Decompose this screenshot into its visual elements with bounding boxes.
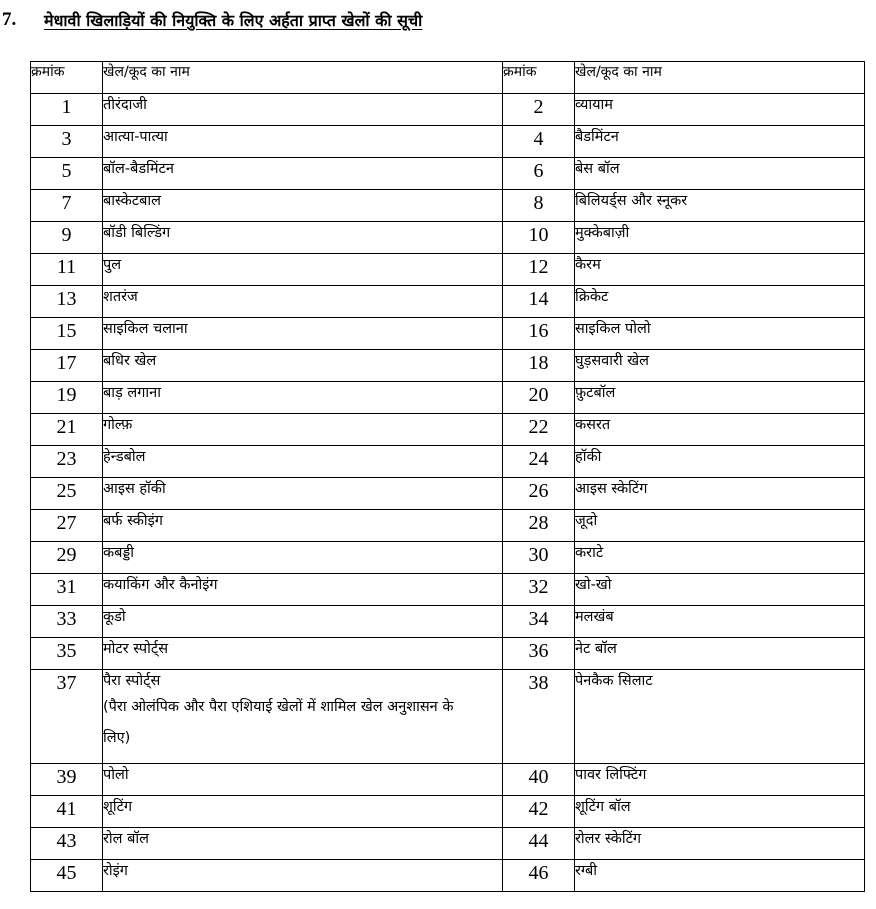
sport-name-cell-text: बैडमिंटन bbox=[575, 129, 619, 145]
serial-number-cell bbox=[503, 350, 575, 382]
serial-number-cell-text: 39 bbox=[56, 766, 77, 788]
serial-number-cell-text: 15 bbox=[56, 320, 77, 342]
header-serial-right: क्रमांक bbox=[503, 62, 575, 94]
serial-number-cell-text: 21 bbox=[56, 416, 77, 438]
serial-number-cell bbox=[31, 94, 103, 126]
header-name-left: खेल/कूद का नाम bbox=[103, 62, 503, 94]
sport-name-cell-text: कयाकिंग और कैनोइंग bbox=[103, 577, 218, 593]
serial-number-cell-text: 28 bbox=[528, 512, 549, 534]
sport-name-cell bbox=[575, 860, 865, 892]
sport-name-cell bbox=[103, 860, 503, 892]
serial-number-cell bbox=[31, 796, 103, 828]
serial-number-cell bbox=[503, 446, 575, 478]
section-heading bbox=[2, 6, 422, 34]
serial-number-cell bbox=[503, 478, 575, 510]
sport-name-cell bbox=[575, 254, 865, 286]
serial-number-cell bbox=[503, 860, 575, 892]
sport-name-cell-text: रोल बॉल bbox=[103, 831, 149, 847]
sport-name-cell-text: गोल्फ़ bbox=[103, 417, 133, 433]
serial-number-cell bbox=[503, 574, 575, 606]
sport-name-cell bbox=[575, 510, 865, 542]
table-row bbox=[31, 350, 865, 382]
sport-name-cell-text: रग्बी bbox=[575, 863, 598, 879]
sport-name-cell bbox=[575, 828, 865, 860]
serial-number-cell-text: 31 bbox=[56, 576, 77, 598]
table-row bbox=[31, 126, 865, 158]
serial-number-cell bbox=[31, 382, 103, 414]
serial-number-cell-text: 3 bbox=[61, 128, 72, 150]
serial-number-cell-text: 40 bbox=[528, 766, 549, 788]
serial-number-cell-text: 22 bbox=[528, 416, 549, 438]
serial-number-cell bbox=[31, 828, 103, 860]
sport-name-cell-text: मलखंब bbox=[575, 609, 614, 625]
sport-name-cell-text: रोलर स्केटिंग bbox=[575, 831, 642, 847]
section-title: मेधावी खिलाड़ियों की नियुक्ति के लिए अर्हता प्राप्त खेलों की सूची bbox=[44, 11, 423, 30]
sport-name-cell-text: तीरंदाजी bbox=[103, 97, 147, 113]
serial-number-cell bbox=[31, 574, 103, 606]
sport-name-cell bbox=[103, 190, 503, 222]
sport-name-cell bbox=[103, 94, 503, 126]
table-row bbox=[31, 382, 865, 414]
serial-number-cell-text: 7 bbox=[61, 192, 72, 214]
sport-name-cell-text: शूटिंग बॉल bbox=[575, 799, 631, 815]
serial-number-cell bbox=[31, 446, 103, 478]
sport-name-cell bbox=[575, 478, 865, 510]
table-row bbox=[31, 414, 865, 446]
table-row bbox=[31, 574, 865, 606]
sport-name-cell bbox=[103, 670, 503, 764]
serial-number-cell-text: 30 bbox=[528, 544, 549, 566]
sport-name-cell-text: पावर लिफ्टिंग bbox=[575, 767, 647, 783]
sport-name-cell-text: घुड़सवारी खेल bbox=[575, 353, 649, 369]
table-row bbox=[31, 286, 865, 318]
sport-name-cell bbox=[575, 190, 865, 222]
sport-name-cell bbox=[575, 158, 865, 190]
serial-number-cell-text: 8 bbox=[533, 192, 544, 214]
serial-number-cell-text: 6 bbox=[533, 160, 544, 182]
table-row bbox=[31, 796, 865, 828]
serial-number-cell-text: 26 bbox=[528, 480, 549, 502]
table-row bbox=[31, 638, 865, 670]
sport-name-cell bbox=[575, 638, 865, 670]
sport-name-cell-text: आइस हॉकी bbox=[103, 481, 166, 497]
serial-number-cell-text: 17 bbox=[56, 352, 77, 374]
sport-name-cell bbox=[575, 764, 865, 796]
sport-name-cell bbox=[103, 318, 503, 350]
sport-name-cell-text: कबड्डी bbox=[103, 545, 135, 561]
section-number: 7. bbox=[2, 9, 17, 30]
sport-name-cell-text: पैरा स्पोर्ट्स bbox=[103, 673, 161, 689]
sport-name-cell-text: खो-खो bbox=[575, 577, 612, 593]
serial-number-cell-text: 20 bbox=[528, 384, 549, 406]
serial-number-cell-text: 46 bbox=[528, 862, 549, 884]
sport-name-cell bbox=[575, 126, 865, 158]
sport-name-cell-text: पोलो bbox=[103, 767, 129, 783]
sport-name-cell-text: मुक्केबाज़ी bbox=[575, 225, 630, 241]
serial-number-cell bbox=[503, 606, 575, 638]
sport-name-cell bbox=[575, 382, 865, 414]
serial-number-cell-text: 2 bbox=[533, 96, 544, 118]
sport-name-cell-text: बेस बॉल bbox=[575, 161, 620, 177]
serial-number-cell-text: 9 bbox=[61, 224, 72, 246]
table-row bbox=[31, 446, 865, 478]
serial-number-cell bbox=[503, 158, 575, 190]
sport-name-cell-text: मोटर स्पोर्ट्स bbox=[103, 641, 169, 657]
serial-number-cell bbox=[31, 478, 103, 510]
sport-name-cell bbox=[575, 542, 865, 574]
sport-name-cell-text: व्यायाम bbox=[575, 97, 613, 113]
header-serial-left: क्रमांक bbox=[31, 62, 103, 94]
table-row bbox=[31, 478, 865, 510]
table-row bbox=[31, 254, 865, 286]
table-row bbox=[31, 828, 865, 860]
sport-name-cell bbox=[575, 222, 865, 254]
serial-number-cell-text: 38 bbox=[528, 672, 549, 694]
table-header-row bbox=[31, 62, 865, 94]
sport-name-cell bbox=[103, 158, 503, 190]
sport-name-cell bbox=[103, 286, 503, 318]
serial-number-cell bbox=[31, 318, 103, 350]
serial-number-cell bbox=[31, 286, 103, 318]
serial-number-cell-text: 18 bbox=[528, 352, 549, 374]
sport-name-cell bbox=[103, 382, 503, 414]
serial-number-cell-text: 41 bbox=[56, 798, 77, 820]
serial-number-cell-text: 34 bbox=[528, 608, 549, 630]
sport-name-cell bbox=[575, 574, 865, 606]
serial-number-cell-text: 5 bbox=[61, 160, 72, 182]
serial-number-cell-text: 35 bbox=[56, 640, 77, 662]
sport-name-cell-text: शूटिंग bbox=[103, 799, 133, 815]
sport-name-cell bbox=[103, 414, 503, 446]
sports-table bbox=[30, 61, 865, 892]
sport-name-cell bbox=[103, 222, 503, 254]
serial-number-cell bbox=[503, 94, 575, 126]
serial-number-cell bbox=[503, 190, 575, 222]
sport-name-cell bbox=[575, 286, 865, 318]
serial-number-cell-text: 44 bbox=[528, 830, 549, 852]
serial-number-cell bbox=[503, 286, 575, 318]
table-row bbox=[31, 94, 865, 126]
sport-name-cell-text: कूडो bbox=[103, 609, 126, 625]
serial-number-cell-text: 37 bbox=[56, 672, 77, 694]
sport-name-cell-text: कसरत bbox=[575, 417, 611, 433]
sport-name-cell bbox=[103, 606, 503, 638]
sport-name-cell-text: बॉडी बिल्डिंग bbox=[103, 225, 171, 241]
serial-number-cell-text: 43 bbox=[56, 830, 77, 852]
sport-name-cell-text: बिलियर्ड्स और स्नूकर bbox=[575, 193, 688, 209]
sport-name-cell bbox=[575, 606, 865, 638]
sport-name-cell-text: क्रिकेट bbox=[575, 289, 609, 305]
sport-name-cell bbox=[103, 510, 503, 542]
sport-name-cell-text: साइकिल चलाना bbox=[103, 321, 188, 337]
sport-name-cell bbox=[103, 796, 503, 828]
sport-name-cell bbox=[575, 670, 865, 764]
serial-number-cell bbox=[31, 638, 103, 670]
table-row bbox=[31, 670, 865, 764]
serial-number-cell-text: 24 bbox=[528, 448, 549, 470]
serial-number-cell bbox=[503, 318, 575, 350]
sport-name-cell bbox=[103, 478, 503, 510]
sport-name-cell bbox=[103, 350, 503, 382]
sport-name-cell-text: बर्फ स्कीइंग bbox=[103, 513, 163, 529]
sport-name-cell-text: फ़ुटबॉल bbox=[575, 385, 616, 401]
serial-number-cell-text: 32 bbox=[528, 576, 549, 598]
serial-number-cell-text: 11 bbox=[56, 256, 77, 278]
table-row bbox=[31, 158, 865, 190]
serial-number-cell bbox=[503, 542, 575, 574]
serial-number-cell-text: 16 bbox=[528, 320, 549, 342]
serial-number-cell bbox=[31, 510, 103, 542]
serial-number-cell bbox=[503, 382, 575, 414]
sport-name-cell bbox=[103, 764, 503, 796]
serial-number-cell-text: 14 bbox=[528, 288, 549, 310]
serial-number-cell bbox=[503, 796, 575, 828]
sport-name-note: (पैरा ओलंपिक और पैरा एशियाई खेलों में शामिल खेल अनुशासन के लिए) bbox=[103, 699, 454, 746]
sport-name-cell-text: रोइंग bbox=[103, 863, 128, 879]
table-row bbox=[31, 222, 865, 254]
sport-name-cell bbox=[103, 542, 503, 574]
serial-number-cell-text: 4 bbox=[533, 128, 544, 150]
serial-number-cell-text: 36 bbox=[528, 640, 549, 662]
sport-name-cell-text: हेन्डबोल bbox=[103, 449, 146, 465]
sport-name-cell bbox=[103, 828, 503, 860]
sport-name-cell-text: कराटे bbox=[575, 545, 604, 561]
serial-number-cell bbox=[31, 414, 103, 446]
table-row bbox=[31, 764, 865, 796]
table-row bbox=[31, 542, 865, 574]
serial-number-cell-text: 12 bbox=[528, 256, 549, 278]
sport-name-cell-text: बधिर खेल bbox=[103, 353, 157, 369]
serial-number-cell bbox=[503, 828, 575, 860]
sport-name-cell-text: बाड़ लगाना bbox=[103, 385, 161, 401]
sport-name-cell bbox=[575, 350, 865, 382]
serial-number-cell-text: 1 bbox=[61, 96, 72, 118]
sport-name-cell bbox=[103, 638, 503, 670]
serial-number-cell-text: 19 bbox=[56, 384, 77, 406]
serial-number-cell bbox=[503, 764, 575, 796]
serial-number-cell bbox=[31, 158, 103, 190]
serial-number-cell bbox=[31, 350, 103, 382]
serial-number-cell bbox=[503, 254, 575, 286]
sport-name-cell bbox=[103, 446, 503, 478]
serial-number-cell-text: 33 bbox=[56, 608, 77, 630]
serial-number-cell-text: 25 bbox=[56, 480, 77, 502]
serial-number-cell bbox=[31, 126, 103, 158]
serial-number-cell-text: 42 bbox=[528, 798, 549, 820]
sport-name-cell-text: बास्केटबाल bbox=[103, 193, 161, 209]
serial-number-cell bbox=[31, 222, 103, 254]
sport-name-cell-text: पेनकैक सिलाट bbox=[575, 673, 653, 689]
table-row bbox=[31, 190, 865, 222]
serial-number-cell bbox=[31, 670, 103, 764]
sport-name-cell-text: नेट बॉल bbox=[575, 641, 617, 657]
sport-name-cell bbox=[575, 796, 865, 828]
serial-number-cell-text: 13 bbox=[56, 288, 77, 310]
serial-number-cell-text: 27 bbox=[56, 512, 77, 534]
serial-number-cell bbox=[31, 606, 103, 638]
serial-number-cell-text: 23 bbox=[56, 448, 77, 470]
table-row bbox=[31, 318, 865, 350]
sport-name-cell-text: आइस स्केटिंग bbox=[575, 481, 648, 497]
sport-name-cell-text: साइकिल पोलो bbox=[575, 321, 651, 337]
serial-number-cell bbox=[503, 638, 575, 670]
sport-name-cell bbox=[103, 254, 503, 286]
serial-number-cell bbox=[503, 414, 575, 446]
table-body bbox=[31, 94, 865, 892]
serial-number-cell bbox=[503, 126, 575, 158]
serial-number-cell bbox=[503, 510, 575, 542]
serial-number-cell bbox=[31, 764, 103, 796]
sport-name-cell bbox=[575, 446, 865, 478]
serial-number-cell bbox=[503, 222, 575, 254]
table-row bbox=[31, 606, 865, 638]
sport-name-cell-text: जूदो bbox=[575, 513, 598, 529]
serial-number-cell-text: 29 bbox=[56, 544, 77, 566]
sport-name-cell bbox=[103, 126, 503, 158]
serial-number-cell-text: 10 bbox=[528, 224, 549, 246]
sport-name-cell-text: शतरंज bbox=[103, 289, 138, 305]
header-name-right: खेल/कूद का नाम bbox=[575, 62, 865, 94]
table-row bbox=[31, 510, 865, 542]
sport-name-cell bbox=[103, 574, 503, 606]
sport-name-cell bbox=[575, 94, 865, 126]
serial-number-cell bbox=[31, 860, 103, 892]
serial-number-cell bbox=[503, 670, 575, 764]
serial-number-cell bbox=[31, 542, 103, 574]
sport-name-cell bbox=[575, 318, 865, 350]
sport-name-cell-text: कैरम bbox=[575, 257, 601, 273]
sport-name-cell bbox=[575, 414, 865, 446]
sport-name-cell-text: हॉकी bbox=[575, 449, 602, 465]
serial-number-cell-text: 45 bbox=[56, 862, 77, 884]
sport-name-cell-text: बॉल-बैडमिंटन bbox=[103, 161, 174, 177]
sport-name-cell-text: आत्या-पात्या bbox=[103, 129, 168, 145]
serial-number-cell bbox=[31, 190, 103, 222]
table-row bbox=[31, 860, 865, 892]
serial-number-cell bbox=[31, 254, 103, 286]
sport-name-cell-text: पुल bbox=[103, 257, 122, 273]
